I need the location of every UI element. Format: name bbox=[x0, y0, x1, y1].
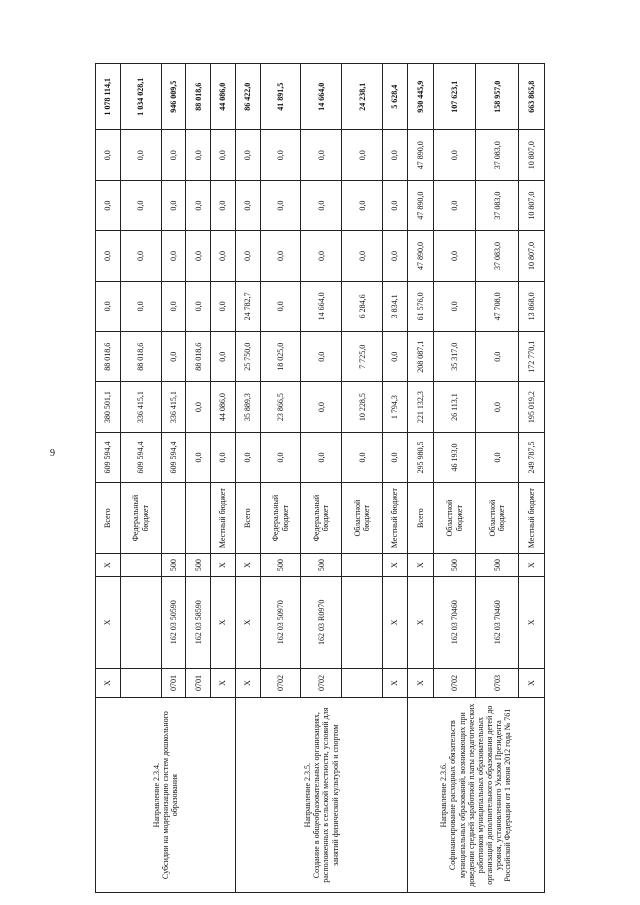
total-value-cell: 1 078 114,1 bbox=[96, 64, 121, 131]
year-value-cell: 61 576,0 bbox=[407, 281, 433, 331]
funding-source-cell: Областной бюджет bbox=[342, 483, 383, 554]
section-code-cell: X bbox=[96, 668, 121, 698]
funding-source-cell: Федеральный бюджет bbox=[260, 483, 301, 554]
year-value-cell: 609 594,4 bbox=[120, 432, 161, 482]
funding-source-cell: Местный бюджет bbox=[383, 483, 408, 554]
budget-table-sheet bbox=[95, 63, 545, 893]
total-value-cell: 24 238,1 bbox=[342, 64, 383, 131]
year-value-cell: 25 750,0 bbox=[235, 332, 260, 382]
budget-code-cell: X bbox=[518, 577, 544, 669]
year-value-cell: 0,0 bbox=[433, 231, 476, 281]
year-value-cell: 37 083,0 bbox=[476, 231, 519, 281]
expense-type-cell: X bbox=[211, 554, 236, 577]
year-value-cell: 0,0 bbox=[211, 130, 236, 180]
funding-source-cell: Местный бюджет bbox=[518, 483, 544, 554]
year-value-cell: 0,0 bbox=[260, 432, 301, 482]
section-code-cell: X bbox=[407, 668, 433, 698]
year-value-cell: 14 664,0 bbox=[301, 281, 342, 331]
year-value-cell: 0,0 bbox=[476, 332, 519, 382]
total-value-cell: 44 086,0 bbox=[211, 64, 236, 131]
year-value-cell: 10 228,5 bbox=[342, 382, 383, 432]
total-value-cell: 663 865,8 bbox=[518, 64, 544, 131]
direction-name-cell: Направление 2.3.4. Субсидии на модернизацию систем дошкольного образования bbox=[96, 698, 236, 893]
expense-type-cell: X bbox=[407, 554, 433, 577]
section-code-cell: 0702 bbox=[433, 668, 476, 698]
expense-type-cell: X bbox=[383, 554, 408, 577]
expense-type-cell: 500 bbox=[186, 554, 211, 577]
year-value-cell: 0,0 bbox=[211, 231, 236, 281]
year-value-cell: 10 807,0 bbox=[518, 130, 544, 180]
funding-source-cell: Областной бюджет bbox=[433, 483, 476, 554]
budget-code-cell bbox=[342, 577, 383, 669]
year-value-cell: 47 708,0 bbox=[476, 281, 519, 331]
direction-name-cell: Направление 2.3.6. Софинансирование расходных обязательств муниципальных образований, возникающих при доведении средней заработной платы педагогических работников муниципальных образовательных организаций дополнительного образования детей до уровня, установленного Указом Президента Российской Федерации от 1 июня 2012 года № 761 bbox=[407, 698, 544, 893]
section-code-cell: X bbox=[211, 668, 236, 698]
year-value-cell: 0,0 bbox=[260, 281, 301, 331]
year-value-cell: 0,0 bbox=[186, 130, 211, 180]
year-value-cell: 0,0 bbox=[211, 332, 236, 382]
year-value-cell: 221 132,3 bbox=[407, 382, 433, 432]
expense-type-cell: 500 bbox=[161, 554, 186, 577]
section-code-cell: X bbox=[518, 668, 544, 698]
budget-code-cell: X bbox=[383, 577, 408, 669]
year-value-cell: 37 083,0 bbox=[476, 130, 519, 180]
year-value-cell: 10 807,0 bbox=[518, 231, 544, 281]
section-code-cell: 0701 bbox=[161, 668, 186, 698]
year-value-cell: 195 019,2 bbox=[518, 382, 544, 432]
section-code-cell bbox=[120, 668, 161, 698]
year-value-cell: 88 018,6 bbox=[96, 332, 121, 382]
year-value-cell: 0,0 bbox=[120, 231, 161, 281]
funding-source-cell bbox=[161, 483, 186, 554]
year-value-cell: 0,0 bbox=[433, 281, 476, 331]
year-value-cell: 0,0 bbox=[96, 180, 121, 230]
year-value-cell: 46 193,0 bbox=[433, 432, 476, 482]
year-value-cell: 0,0 bbox=[211, 281, 236, 331]
table-body bbox=[96, 64, 545, 893]
table-row bbox=[96, 64, 121, 893]
year-value-cell: 0,0 bbox=[301, 180, 342, 230]
budget-code-cell bbox=[120, 577, 161, 669]
year-value-cell: 0,0 bbox=[186, 180, 211, 230]
year-value-cell: 10 807,0 bbox=[518, 180, 544, 230]
page-number: 9 bbox=[50, 448, 55, 459]
funding-source-cell: Всего bbox=[407, 483, 433, 554]
year-value-cell: 37 083,0 bbox=[476, 180, 519, 230]
expense-type-cell: 500 bbox=[476, 554, 519, 577]
total-value-cell: 86 422,0 bbox=[235, 64, 260, 131]
year-value-cell: 0,0 bbox=[301, 432, 342, 482]
year-value-cell: 7 725,0 bbox=[342, 332, 383, 382]
year-value-cell: 208 087,1 bbox=[407, 332, 433, 382]
year-value-cell: 0,0 bbox=[301, 231, 342, 281]
funding-source-cell: Всего bbox=[96, 483, 121, 554]
budget-code-cell: X bbox=[211, 577, 236, 669]
year-value-cell: 0,0 bbox=[301, 382, 342, 432]
budget-code-cell: 162 03 70460 bbox=[433, 577, 476, 669]
budget-code-cell: 162 03 50590 bbox=[161, 577, 186, 669]
year-value-cell: 0,0 bbox=[186, 382, 211, 432]
year-value-cell: 26 113,1 bbox=[433, 382, 476, 432]
expense-type-cell bbox=[342, 554, 383, 577]
budget-code-cell: 162 03 50970 bbox=[260, 577, 301, 669]
funding-source-cell: Федеральный бюджет bbox=[301, 483, 342, 554]
funding-source-cell bbox=[186, 483, 211, 554]
direction-name-cell: Направление 2.3.5. Создание в общеобразовательных организациях, расположенных в сельской местности, условий для занятий физической культурой и спортом bbox=[235, 698, 407, 893]
section-code-cell bbox=[342, 668, 383, 698]
expense-type-cell: X bbox=[235, 554, 260, 577]
year-value-cell: 0,0 bbox=[260, 180, 301, 230]
year-value-cell: 0,0 bbox=[260, 231, 301, 281]
year-value-cell: 249 787,5 bbox=[518, 432, 544, 482]
year-value-cell: 47 890,0 bbox=[407, 180, 433, 230]
year-value-cell: 0,0 bbox=[186, 231, 211, 281]
year-value-cell: 0,0 bbox=[342, 231, 383, 281]
year-value-cell: 18 025,0 bbox=[260, 332, 301, 382]
year-value-cell: 0,0 bbox=[476, 432, 519, 482]
total-value-cell: 88 018,6 bbox=[186, 64, 211, 131]
year-value-cell: 1 794,3 bbox=[383, 382, 408, 432]
year-value-cell: 35 317,0 bbox=[433, 332, 476, 382]
section-code-cell: 0702 bbox=[260, 668, 301, 698]
year-value-cell: 0,0 bbox=[301, 130, 342, 180]
year-value-cell: 0,0 bbox=[120, 130, 161, 180]
year-value-cell: 609 594,4 bbox=[161, 432, 186, 482]
section-code-cell: 0701 bbox=[186, 668, 211, 698]
funding-source-cell: Федеральный бюджет bbox=[120, 483, 161, 554]
section-code-cell: X bbox=[383, 668, 408, 698]
section-code-cell: X bbox=[235, 668, 260, 698]
budget-code-cell: X bbox=[96, 577, 121, 669]
year-value-cell: 336 415,1 bbox=[120, 382, 161, 432]
year-value-cell: 3 834,1 bbox=[383, 281, 408, 331]
expense-type-cell: 500 bbox=[301, 554, 342, 577]
year-value-cell: 0,0 bbox=[235, 130, 260, 180]
total-value-cell: 1 034 028,1 bbox=[120, 64, 161, 131]
year-value-cell: 0,0 bbox=[96, 231, 121, 281]
budget-code-cell: 162 03 R0970 bbox=[301, 577, 342, 669]
total-value-cell: 946 009,5 bbox=[161, 64, 186, 131]
funding-source-cell: Местный бюджет bbox=[211, 483, 236, 554]
total-value-cell: 158 957,0 bbox=[476, 64, 519, 131]
year-value-cell: 0,0 bbox=[235, 180, 260, 230]
year-value-cell: 0,0 bbox=[342, 432, 383, 482]
year-value-cell: 0,0 bbox=[161, 180, 186, 230]
year-value-cell: 172 770,1 bbox=[518, 332, 544, 382]
year-value-cell: 13 868,0 bbox=[518, 281, 544, 331]
year-value-cell: 6 284,6 bbox=[342, 281, 383, 331]
year-value-cell: 0,0 bbox=[211, 180, 236, 230]
year-value-cell: 0,0 bbox=[161, 332, 186, 382]
expense-type-cell bbox=[120, 554, 161, 577]
budget-code-cell: X bbox=[407, 577, 433, 669]
budget-code-cell: 162 03 70460 bbox=[476, 577, 519, 669]
year-value-cell: 0,0 bbox=[120, 281, 161, 331]
year-value-cell: 23 866,5 bbox=[260, 382, 301, 432]
total-value-cell: 107 623,1 bbox=[433, 64, 476, 131]
year-value-cell: 0,0 bbox=[383, 130, 408, 180]
year-value-cell: 0,0 bbox=[96, 281, 121, 331]
expense-type-cell: X bbox=[96, 554, 121, 577]
year-value-cell: 0,0 bbox=[383, 432, 408, 482]
year-value-cell: 0,0 bbox=[186, 281, 211, 331]
funding-source-cell: Областной бюджет bbox=[476, 483, 519, 554]
section-code-cell: 0702 bbox=[301, 668, 342, 698]
year-value-cell: 0,0 bbox=[476, 382, 519, 432]
year-value-cell: 0,0 bbox=[161, 130, 186, 180]
total-value-cell: 930 445,9 bbox=[407, 64, 433, 131]
expense-type-cell: 500 bbox=[433, 554, 476, 577]
year-value-cell: 0,0 bbox=[211, 432, 236, 482]
year-value-cell: 0,0 bbox=[383, 231, 408, 281]
table-row bbox=[235, 64, 260, 893]
total-value-cell: 14 664,0 bbox=[301, 64, 342, 131]
year-value-cell: 44 086,0 bbox=[211, 382, 236, 432]
budget-table bbox=[95, 63, 545, 893]
year-value-cell: 0,0 bbox=[235, 231, 260, 281]
total-value-cell: 5 628,4 bbox=[383, 64, 408, 131]
year-value-cell: 0,0 bbox=[342, 130, 383, 180]
year-value-cell: 0,0 bbox=[433, 180, 476, 230]
year-value-cell: 609 594,4 bbox=[96, 432, 121, 482]
year-value-cell: 0,0 bbox=[161, 281, 186, 331]
year-value-cell: 0,0 bbox=[433, 130, 476, 180]
year-value-cell: 0,0 bbox=[383, 180, 408, 230]
year-value-cell: 380 501,1 bbox=[96, 382, 121, 432]
year-value-cell: 0,0 bbox=[383, 332, 408, 382]
year-value-cell: 0,0 bbox=[96, 130, 121, 180]
year-value-cell: 24 782,7 bbox=[235, 281, 260, 331]
budget-code-cell: X bbox=[235, 577, 260, 669]
year-value-cell: 0,0 bbox=[342, 180, 383, 230]
year-value-cell: 0,0 bbox=[186, 432, 211, 482]
expense-type-cell: X bbox=[518, 554, 544, 577]
year-value-cell: 47 890,0 bbox=[407, 231, 433, 281]
year-value-cell: 47 890,0 bbox=[407, 130, 433, 180]
year-value-cell: 88 018,6 bbox=[186, 332, 211, 382]
year-value-cell: 0,0 bbox=[120, 180, 161, 230]
expense-type-cell: 500 bbox=[260, 554, 301, 577]
year-value-cell: 0,0 bbox=[301, 332, 342, 382]
year-value-cell: 0,0 bbox=[260, 130, 301, 180]
year-value-cell: 0,0 bbox=[161, 231, 186, 281]
section-code-cell: 0703 bbox=[476, 668, 519, 698]
table-row bbox=[407, 64, 433, 893]
budget-code-cell: 162 03 58590 bbox=[186, 577, 211, 669]
year-value-cell: 295 980,5 bbox=[407, 432, 433, 482]
year-value-cell: 35 889,3 bbox=[235, 382, 260, 432]
year-value-cell: 336 415,1 bbox=[161, 382, 186, 432]
funding-source-cell: Всего bbox=[235, 483, 260, 554]
total-value-cell: 41 891,5 bbox=[260, 64, 301, 131]
year-value-cell: 88 018,6 bbox=[120, 332, 161, 382]
year-value-cell: 0,0 bbox=[235, 432, 260, 482]
